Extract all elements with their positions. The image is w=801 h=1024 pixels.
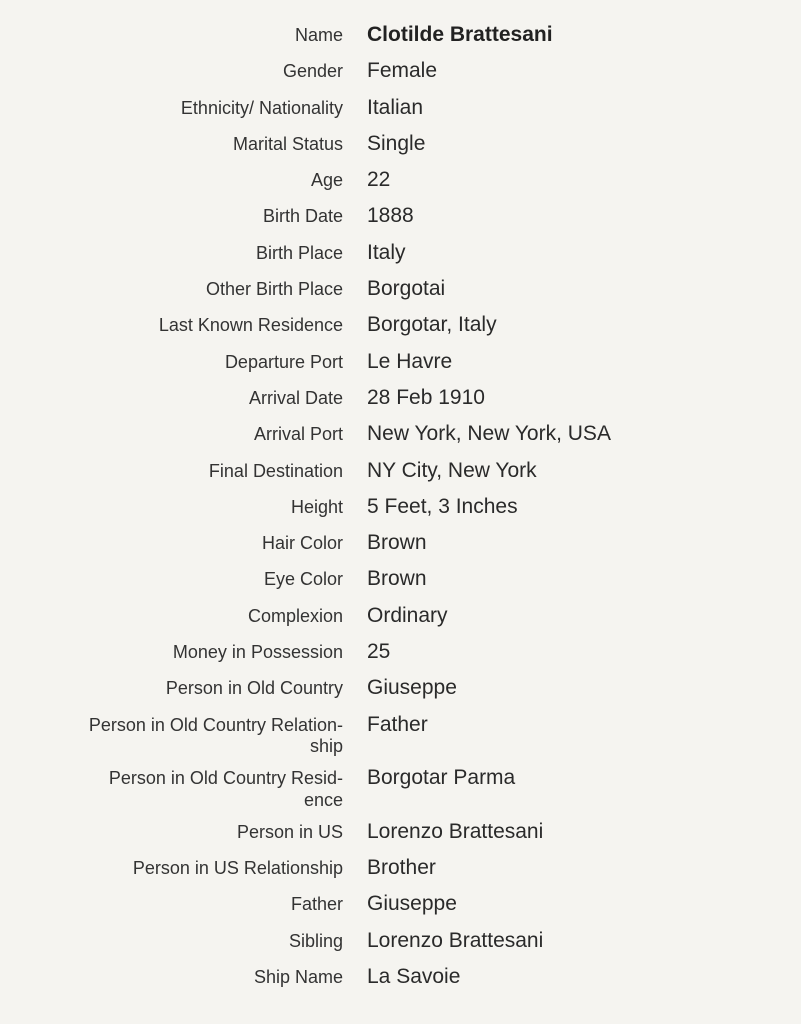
field-birth-place	[0, 240, 801, 276]
field-value: Italy	[367, 240, 406, 264]
field-label: Final Destination	[208, 460, 343, 481]
field-value: 25	[367, 640, 391, 664]
field-label: Ethnicity/ Nationality	[180, 97, 343, 118]
field-value: Borgotar, Italy	[367, 313, 497, 337]
field-value: Borgotai	[367, 277, 446, 301]
field-label: Arrival Port	[253, 424, 343, 445]
field-gender	[0, 58, 801, 94]
field-label: Person in US Relationship	[132, 857, 343, 878]
field-money-in-possession	[0, 639, 801, 675]
field-marital-status	[0, 131, 801, 167]
field-age	[0, 167, 801, 203]
field-label: Age	[310, 170, 343, 191]
field-value: Borgotar Parma	[367, 766, 516, 790]
field-height	[0, 494, 801, 530]
field-person-in-old-country-relationship	[0, 712, 801, 766]
field-value: 28 Feb 1910	[367, 385, 485, 409]
field-eye-color	[0, 566, 801, 602]
field-label: Departure Port	[224, 351, 343, 372]
field-value: Ordinary	[367, 603, 448, 627]
field-label: Sibling	[288, 930, 343, 951]
field-arrival-port	[0, 421, 801, 457]
field-value: Clotilde Brattesani	[367, 23, 553, 46]
field-value: Brown	[367, 531, 427, 555]
field-label: Person in Old Country Resid- ence	[108, 768, 343, 810]
field-person-in-old-country	[0, 675, 801, 711]
field-label: Marital Status	[232, 133, 343, 154]
field-label: Height	[290, 496, 343, 517]
field-value: New York, New York, USA	[367, 422, 611, 446]
field-label: Eye Color	[263, 569, 343, 590]
field-value: 1888	[367, 204, 414, 228]
field-last-known-residence	[0, 312, 801, 348]
field-label: Other Birth Place	[205, 279, 343, 300]
field-label: Father	[290, 894, 343, 915]
field-hair-color	[0, 530, 801, 566]
field-final-destination	[0, 458, 801, 494]
field-label: Last Known Residence	[158, 315, 343, 336]
field-value: Le Havre	[367, 349, 453, 373]
field-value: Lorenzo Brattesani	[367, 928, 544, 952]
field-value: 22	[367, 168, 391, 192]
field-ship-name	[0, 964, 801, 1000]
field-ethnicity-nationality	[0, 95, 801, 131]
field-name	[0, 22, 801, 58]
field-other-birth-place	[0, 276, 801, 312]
field-value: Female	[367, 59, 438, 83]
field-person-in-us	[0, 819, 801, 855]
field-value: La Savoie	[367, 964, 461, 988]
field-value: 5 Feet, 3 Inches	[367, 494, 518, 518]
field-label: Birth Date	[262, 206, 343, 227]
field-label: Person in Old Country Relation- ship	[88, 714, 343, 757]
field-sibling	[0, 928, 801, 964]
field-person-in-us-relationship	[0, 855, 801, 891]
field-label: Person in Old Country	[165, 678, 343, 699]
field-father	[0, 891, 801, 927]
field-value: Father	[367, 712, 428, 736]
field-label: Hair Color	[261, 533, 343, 554]
field-person-in-old-country-residence	[0, 765, 801, 819]
field-value: Giuseppe	[367, 676, 457, 700]
field-label: Complexion	[247, 605, 343, 626]
field-value: Italian	[367, 95, 424, 119]
field-departure-port	[0, 349, 801, 385]
field-label: Ship Name	[253, 966, 343, 987]
field-value: NY City, New York	[367, 458, 537, 482]
field-value: Giuseppe	[367, 892, 457, 916]
field-label: Arrival Date	[248, 387, 343, 408]
field-label: Person in US	[236, 821, 343, 842]
field-value: Brown	[367, 567, 427, 591]
field-complexion	[0, 603, 801, 639]
field-arrival-date	[0, 385, 801, 421]
field-label: Gender	[282, 61, 343, 82]
field-label: Birth Place	[255, 242, 343, 263]
field-label: Name	[294, 25, 343, 45]
field-birth-date	[0, 203, 801, 239]
field-value: Brother	[367, 855, 436, 879]
field-value: Single	[367, 131, 426, 155]
field-value: Lorenzo Brattesani	[367, 819, 544, 843]
field-label: Money in Possession	[172, 642, 343, 663]
